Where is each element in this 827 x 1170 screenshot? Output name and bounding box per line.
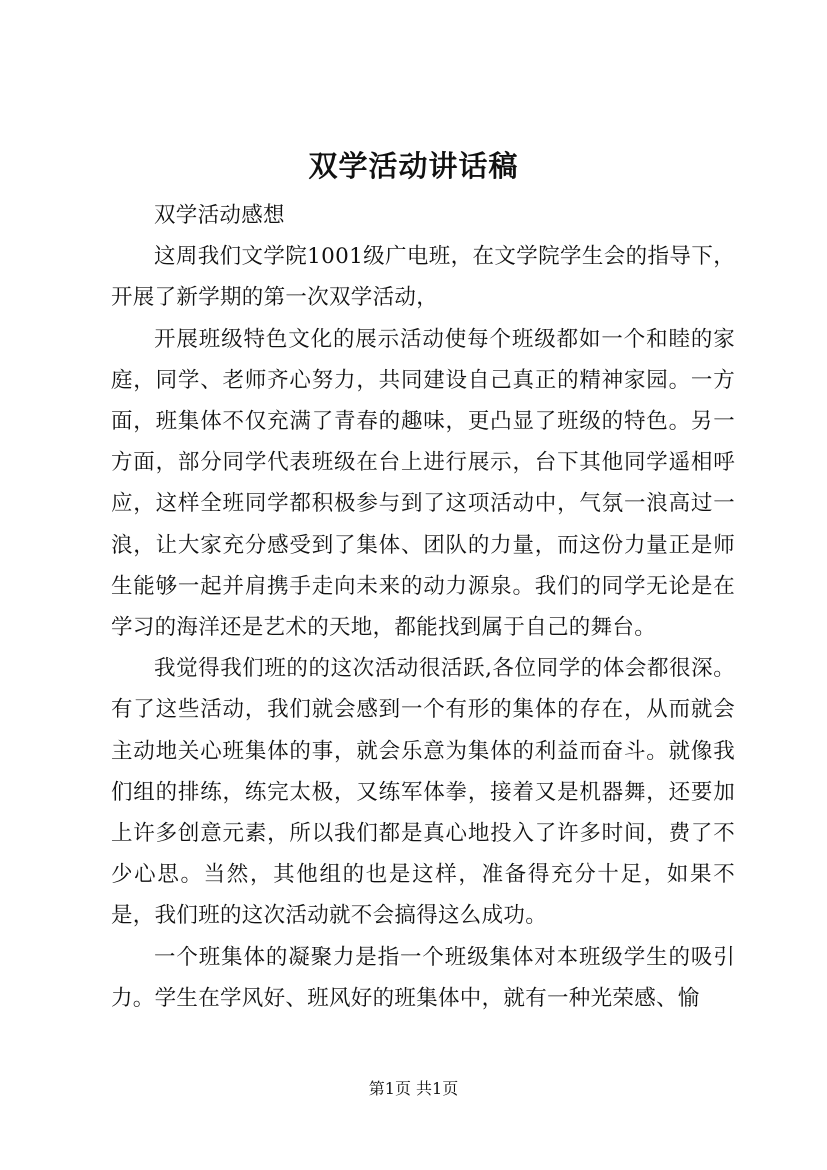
- document-title: 双学活动讲话稿: [308, 149, 519, 183]
- paragraph-subtitle: 双学活动感想: [154, 203, 285, 228]
- page-number-footer: 第1页 共1页: [368, 1079, 459, 1098]
- paragraph-4: 一个班集体的凝聚力是指一个班级集体对本班级学生的吸引力。学生在学风好、班风好的班集体中，就有一种光荣感、愉: [111, 944, 735, 1011]
- paragraph-1: 这周我们文学院1001级广电班，在文学院学生会的指导下，开展了新学期的第一次双学活动，: [111, 244, 735, 311]
- document-body: [111, 195, 735, 1019]
- paragraph-3: 我觉得我们班的的这次活动很活跃,各位同学的体会都很深。有了这些活动，我们就会感到一个有形的集体的存在，从而就会主动地关心班集体的事，就会乐意为集体的利益而奋斗。就像我们组的排练，练完太极，又练军体拳，接着又是机器舞，还要加上许多创意元素，所以我们都是真心地投入了许多时间，费了不少心思。当然，其他组的也是这样，准备得充分十足，如果不是，我们班的这次活动就不会搞得这么成功。: [111, 656, 735, 929]
- paragraph-2: 开展班级特色文化的展示活动使每个班级都如一个和睦的家庭，同学、老师齐心努力，共同建设自己真正的精神家园。一方面，班集体不仅充满了青春的趣味，更凸显了班级的特色。另一方面，部分同学代表班级在台上进行展示，台下其他同学遥相呼应，这样全班同学都积极参与到了这项活动中，气氛一浪高过一浪，让大家充分感受到了集体、团队的力量，而这份力量正是师生能够一起并肩携手走向未来的动力源泉。我们的同学无论是在学习的海洋还是艺术的天地，都能找到属于自己的舞台。: [111, 326, 735, 641]
